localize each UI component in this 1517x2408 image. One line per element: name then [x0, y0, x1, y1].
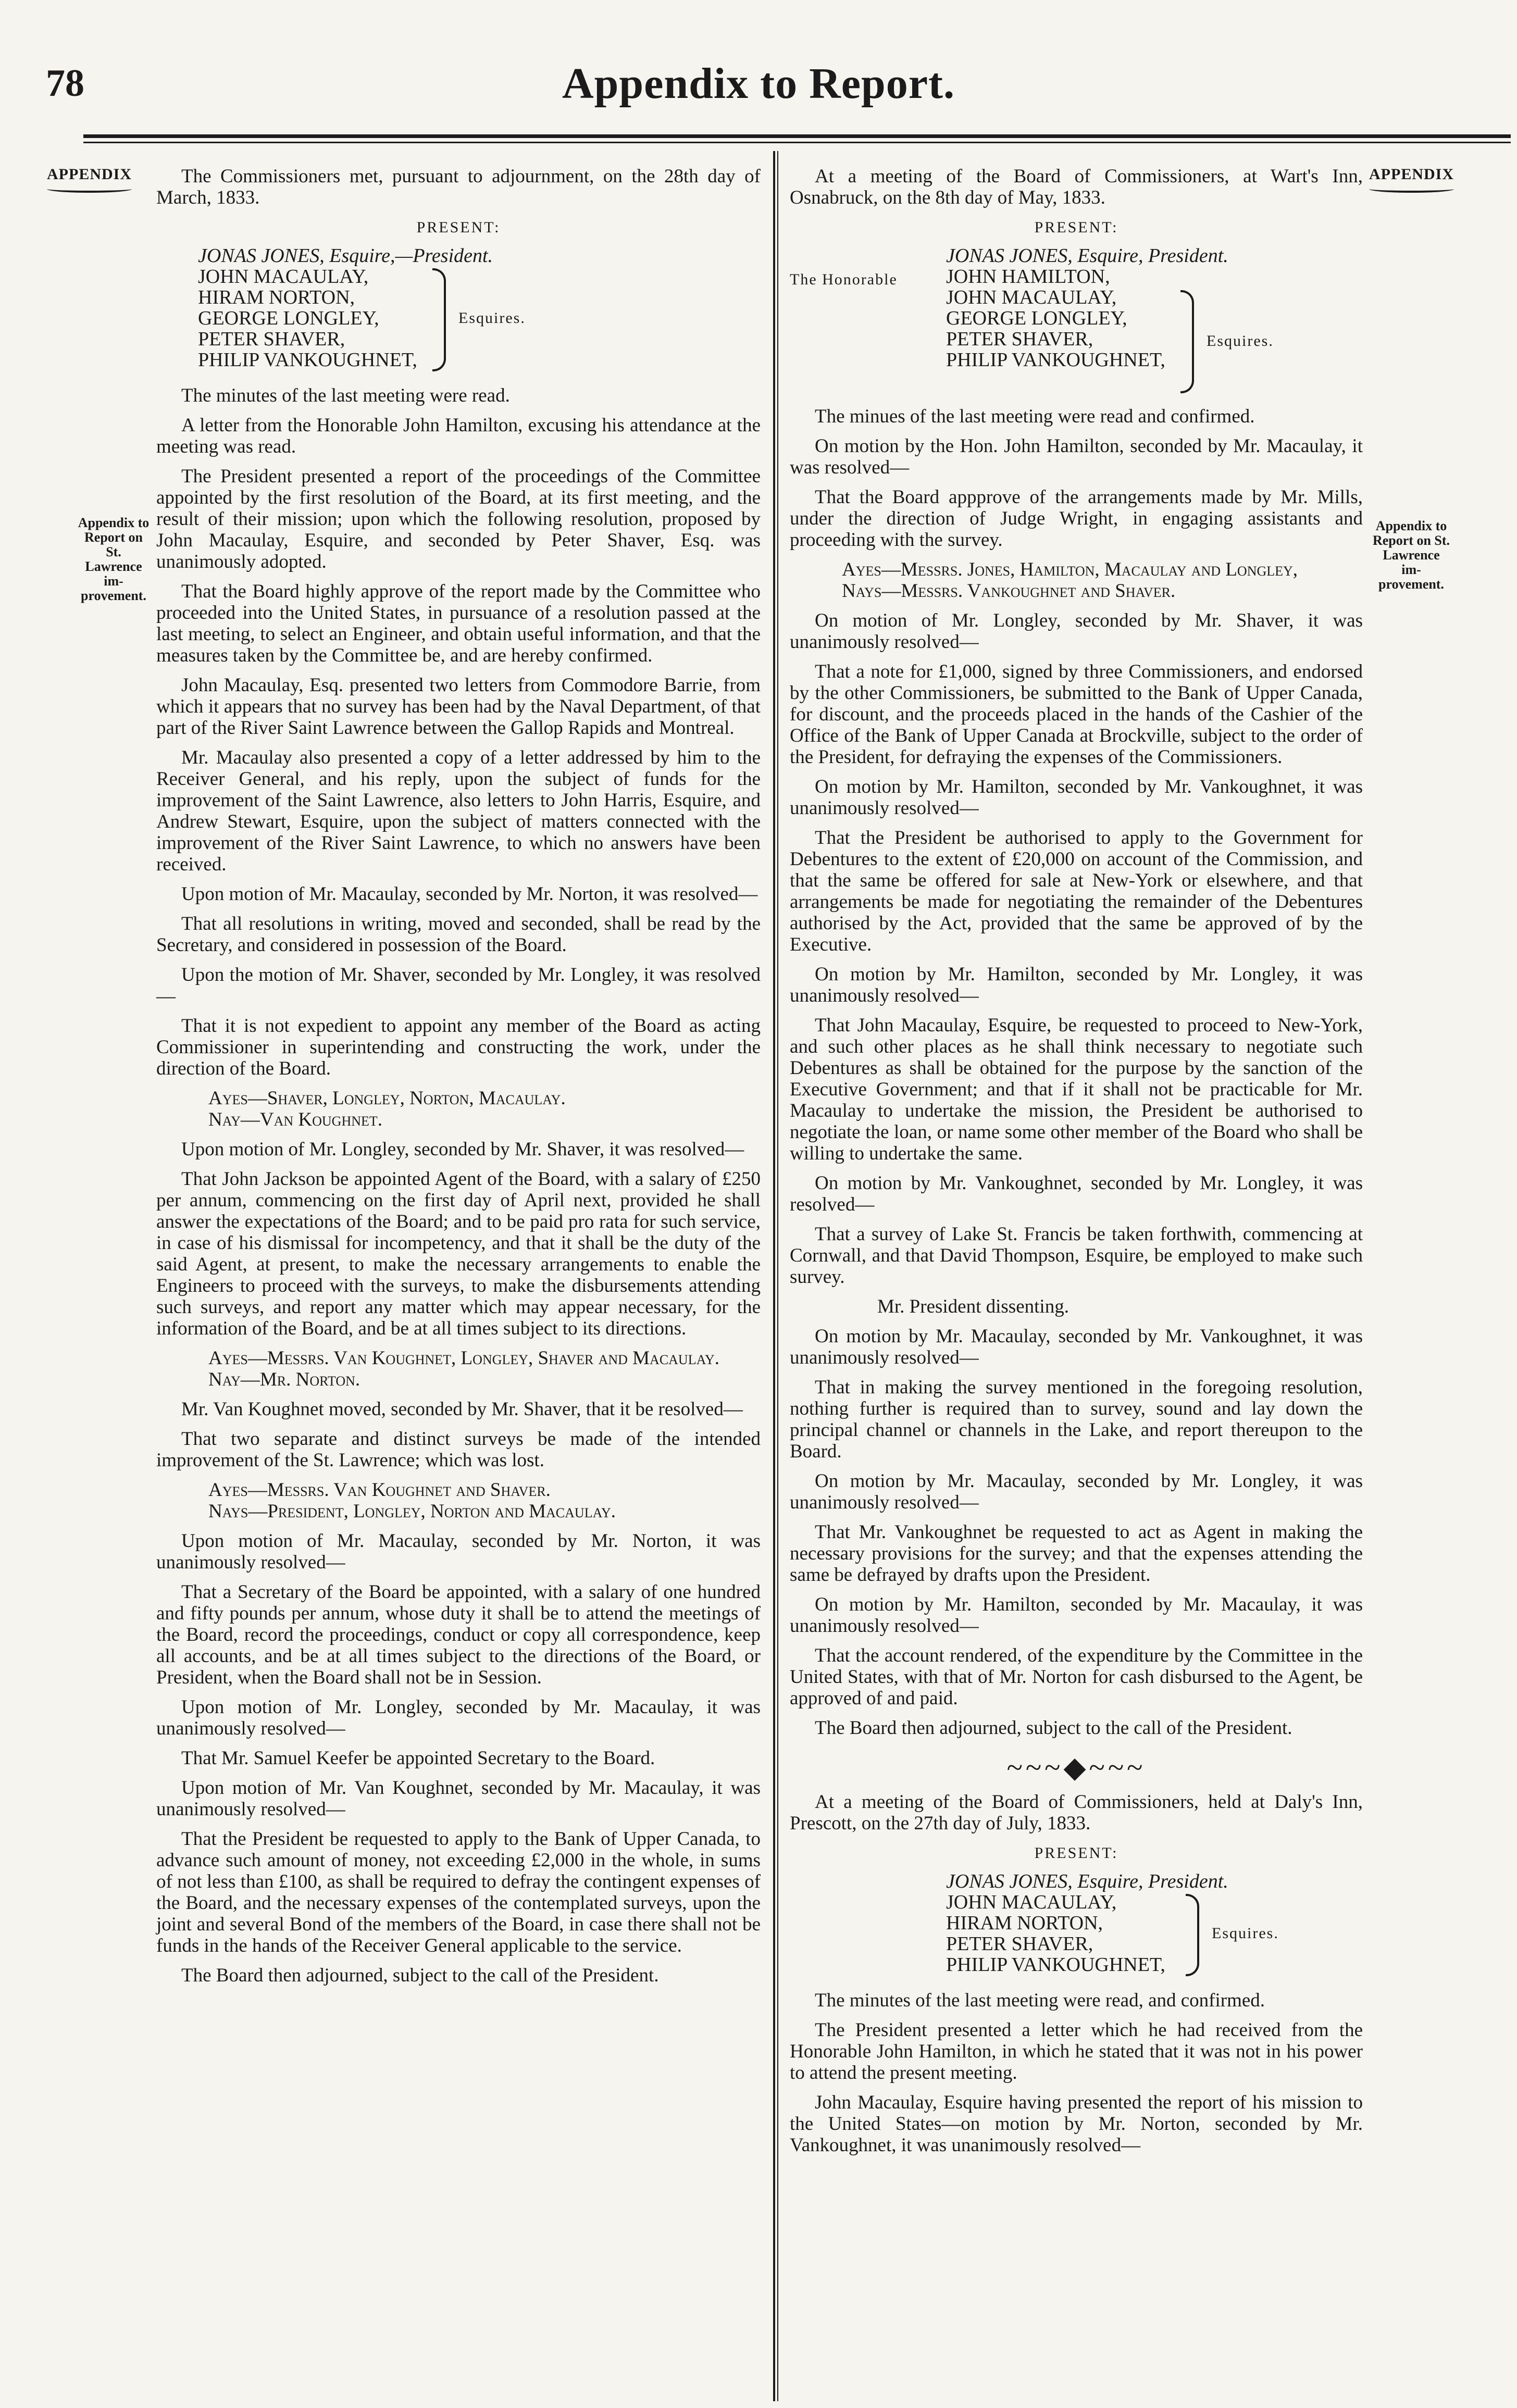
roster-president: JONAS JONES, Esquire, President.	[946, 1870, 1228, 1892]
page-number: 78	[46, 62, 84, 105]
left-column	[156, 166, 761, 1994]
right-paragraph: The minutes of the last meeting were read, and confirmed.	[815, 1990, 1265, 2011]
right-paragraph: The Board then adjourned, subject to the call of the President.	[815, 1717, 1292, 1739]
left-paragraph: That it is not expedient to appoint any member of the Board as acting Commissioner in superintending and constructing the work, under the direction of the Board.	[156, 1015, 761, 1079]
left-vote	[156, 1348, 761, 1390]
side-note-right-line: Appendix to	[1375, 518, 1447, 533]
left-paragraph: Mr. Van Koughnet moved, seconded by Mr. Shaver, that it be resolved—	[181, 1399, 743, 1420]
column-divider	[773, 151, 775, 2401]
roster-member: PHILIP VANKOUGHNET,	[946, 1954, 1165, 1976]
right-paragraph: On motion by Mr. Vankoughnet, seconded by Mr. Longley, it was resolved—	[790, 1172, 1363, 1215]
right-paragraph: The minues of the last meeting were read and confirmed.	[815, 406, 1255, 427]
left-paragraph: Upon motion of Mr. Macaulay, seconded by Mr. Norton, it was unanimously resolved—	[156, 1530, 761, 1573]
roster-member: JOHN MACAULAY,	[946, 1891, 1117, 1913]
right-column	[790, 166, 1363, 2164]
roster-member: GEORGE LONGLEY,	[946, 307, 1127, 329]
right-paragraph: On motion by Mr. Hamilton, seconded by Mr. Vankoughnet, it was unanimously resolved—	[790, 776, 1363, 819]
right-intro: At a meeting of the Board of Commissioners, at Wart's Inn, Osnabruck, on the 8th day of May, 1833.	[790, 166, 1363, 208]
roster-member: GEORGE LONGLEY,	[198, 307, 379, 329]
left-paragraph: Upon motion of Mr. Longley, seconded by Mr. Shaver, it was resolved—	[181, 1139, 744, 1160]
header-rule	[83, 134, 1511, 138]
left-paragraph: That Mr. Samuel Keefer be appointed Secretary to the Board.	[181, 1748, 655, 1769]
vote-line: Nay—Mr. Norton.	[208, 1369, 360, 1390]
side-note-right-line: Report on St.	[1372, 533, 1450, 548]
left-paragraph: That the President be requested to apply to the Bank of Upper Canada, to advance such amount of money, not exceeding £2,000 in the whole, in sums of not less than £100, as shall be required to defray the contingent expenses of the Board, and the necessary expenses of the contemplated surveys, upon the joint and several Bond of the members of the Board, in case there shall not be funds in the hands of the Receiver General applicable to the service.	[156, 1828, 761, 1956]
roster-bracket	[1180, 290, 1194, 393]
right-paragraph: That Mr. Vankoughnet be requested to act as Agent in making the necessary provisions for the survey; and that the expenses attending the same be defrayed by drafts upon the President.	[790, 1521, 1363, 1586]
left-paragraph: Upon motion of Mr. Van Koughnet, seconded by Mr. Macaulay, it was unanimously resolved—	[156, 1777, 761, 1820]
roster-bracket	[1186, 1894, 1199, 1976]
right-paragraph: John Macaulay, Esquire having presented the report of his mission to the United States—on motion by Mr. Norton, seconded by Mr. Vankoughnet, it was unanimously resolved—	[790, 2092, 1363, 2156]
left-paragraph: Mr. Macaulay also presented a copy of a letter addressed by him to the Receiver General, and his reply, upon the subject of funds for the improvement of the Saint Lawrence, also letters to John Harris, Esquire, and Andrew Stewart, Esquire, upon the subject of matters connected with the improvement of the River Saint Lawrence, to which no answers have been received.	[156, 747, 761, 875]
roster-esquires: Esquires.	[1207, 332, 1274, 350]
left-paragraph: A letter from the Honorable John Hamilton, excusing his attendance at the meeting was read.	[156, 415, 761, 457]
left-paragraph: That a Secretary of the Board be appointed, with a salary of one hundred and fifty pounds per annum, whose duty it shall be to attend the meetings of the Board, record the proceedings, conduct or copy all correspondence, keep all accounts, and be at all times subject to the directions of the Board, or President, when the Board shall not be in Session.	[156, 1581, 761, 1688]
left-paragraph: Upon the motion of Mr. Shaver, seconded by Mr. Longley, it was resolved—	[156, 964, 761, 1007]
roster-member: PHILIP VANKOUGHNET,	[198, 349, 417, 371]
left-paragraph: Upon motion of Mr. Longley, seconded by Mr. Macaulay, it was unanimously resolved—	[156, 1696, 761, 1739]
right-vote	[790, 559, 1363, 602]
roster-member: JOHN MACAULAY,	[198, 266, 369, 288]
right-roster	[790, 245, 1363, 396]
right-present-label: PRESENT:	[1034, 219, 1118, 236]
vote-line: Ayes—Messrs. Van Koughnet and Shaver.	[208, 1479, 551, 1501]
roster-bracket	[432, 268, 446, 371]
appendix-brace-left	[47, 185, 132, 193]
left-paragraph: That all resolutions in writing, moved and seconded, shall be read by the Secretary, and considered in possession of the Board.	[156, 913, 761, 956]
vote-line: Ayes—Messrs. Jones, Hamilton, Macaulay and Longley,	[842, 559, 1298, 580]
right-paragraph: On motion by Mr. Macaulay, seconded by Mr. Longley, it was unanimously resolved—	[790, 1470, 1363, 1513]
left-vote	[156, 1479, 761, 1522]
header-rule-thin	[83, 142, 1511, 143]
left-paragraph: John Macaulay, Esq. presented two letters from Commodore Barrie, from which it appears that no survey has been had by the Naval Department, of that part of the River Saint Lawrence between the Gallop Rapids and Montreal.	[156, 675, 761, 739]
right-paragraph: That a note for £1,000, signed by three Commissioners, and endorsed by the other Commissioners, be submitted to the Bank of Upper Canada, for discount, and the proceeds placed in the hands of the Cashier of the Office of the Bank of Upper Canada at Brockville, subject to the order of the President, for defraying the expenses of the Commissioners.	[790, 661, 1363, 768]
roster-member: PETER SHAVER,	[946, 1933, 1093, 1955]
appendix-tag-right	[1369, 166, 1454, 193]
roster-president: JONAS JONES, Esquire,—President.	[198, 245, 493, 267]
left-paragraph: The President presented a report of the proceedings of the Committee appointed by the first resolution of the Board, at its first meeting, and the result of their mission; upon which the following resolution, proposed by John Macaulay, Esquire, and seconded by Peter Shaver, Esq. was unanimously adopted.	[156, 466, 761, 572]
vote-line: Nays—Messrs. Vankoughnet and Shaver.	[842, 580, 1176, 602]
roster-member: PHILIP VANKOUGHNET,	[946, 349, 1165, 371]
right-paragraph: That a survey of Lake St. Francis be taken forthwith, commencing at Cornwall, and that David Thompson, Esquire, be employed to make such survey.	[790, 1224, 1363, 1288]
roster-member: JOHN HAMILTON,	[946, 266, 1110, 288]
left-vote	[156, 1088, 761, 1130]
right-paragraph: The President presented a letter which he had received from the Honorable John Hamilton, in which he stated that it was not in his power to attend the present meeting.	[790, 2019, 1363, 2083]
left-roster	[198, 245, 761, 376]
side-note-right	[1372, 519, 1450, 592]
right-paragraph: On motion of Mr. Longley, seconded by Mr. Shaver, it was unanimously resolved—	[790, 610, 1363, 653]
right-present-label-2: PRESENT:	[1034, 1844, 1118, 1862]
left-present-label: PRESENT:	[416, 219, 501, 236]
left-paragraph: That John Jackson be appointed Agent of the Board, with a salary of £250 per annum, commencing on the first day of April next, provided he shall answer the expectations of the Board; and to be paid pro rata for such service, in case of his dismissal for incompetency, and that it shall be the duty of the said Agent, at present, to make the necessary arrangements to enable the Engineers to proceed with the surveys, to make the disbursements attending such surveys, and report any matter which may appear necessary, for the information of the Board, and be at all times subject to its directions.	[156, 1168, 761, 1339]
right-paragraph: That the Board appprove of the arrangements made by Mr. Mills, under the direction of Judge Wright, in engaging assistants and proceeding with the survey.	[790, 486, 1363, 551]
right-intro-2: At a meeting of the Board of Commissioners, held at Daly's Inn, Prescott, on the 27th day of July, 1833.	[790, 1791, 1363, 1834]
column-divider-thin	[777, 151, 778, 2401]
left-paragraph: That two separate and distinct surveys be made of the intended improvement of the St. Lawrence; which was lost.	[156, 1428, 761, 1471]
side-note-left-line: Report on St.	[84, 530, 143, 559]
side-note-left-line: Appendix to	[78, 515, 150, 530]
vote-line: Ayes—Shaver, Longley, Norton, Macaulay.	[208, 1088, 566, 1109]
side-note-right-line: Lawrence im-	[1383, 547, 1440, 577]
roster-honorable: The Honorable	[790, 271, 898, 288]
left-paragraph: Upon motion of Mr. Macaulay, seconded by Mr. Norton, it was resolved—	[181, 883, 758, 905]
section-ornament: ~~~◆~~~	[1006, 1752, 1146, 1784]
right-paragraph: On motion by Mr. Hamilton, seconded by Mr. Macaulay, it was unanimously resolved—	[790, 1594, 1363, 1637]
right-paragraph: That the President be authorised to apply to the Government for Debentures to the extent of £20,000 on account of the Commission, and that the same be offered for sale at New-York or elsewhere, and that arrangements be made for negotiating the remainder of the Debentures authorised by the Act, provided that the same be approved of by the Executive.	[790, 827, 1363, 955]
right-paragraph: On motion by Mr. Hamilton, seconded by Mr. Longley, it was unanimously resolved—	[790, 964, 1363, 1006]
vote-line: Nay—Van Koughnet.	[208, 1109, 383, 1130]
side-note-left-line: provement.	[81, 588, 146, 603]
roster-president: JONAS JONES, Esquire, President.	[946, 245, 1228, 267]
roster-member: HIRAM NORTON,	[946, 1912, 1103, 1934]
right-paragraph: Mr. President dissenting.	[877, 1296, 1069, 1317]
side-note-left	[77, 516, 150, 603]
roster-esquires: Esquires.	[1212, 1925, 1279, 1942]
right-paragraph: That the account rendered, of the expenditure by the Committee in the United States, with that of Mr. Norton for cash disbursed to the Agent, be approved of and paid.	[790, 1645, 1363, 1709]
appendix-tag-right-text: APPENDIX	[1369, 166, 1454, 183]
side-note-left-line: Lawrence im-	[85, 559, 142, 589]
right-paragraph: That in making the survey mentioned in the foregoing resolution, nothing further is required than to survey, sound and lay down the principal channel or channels in the Lake, and report thereupon to the Board.	[790, 1377, 1363, 1462]
roster-member: PETER SHAVER,	[198, 328, 345, 350]
side-note-right-line: provement.	[1378, 577, 1444, 592]
right-paragraph: That John Macaulay, Esquire, be requested to proceed to New-York, and such other places as he shall think necessary to negotiate such Debentures as shall be obtained for the purpose by the sanction of the Executive Government; and that if it shall not be practicable for Mr. Macaulay to undertake the mission, the President be authorised to negotiate the loan, or name some other member of the Board who shall be willing to undertake the same.	[790, 1015, 1363, 1164]
left-paragraph: The minutes of the last meeting were read.	[181, 385, 510, 406]
roster-member: PETER SHAVER,	[946, 328, 1093, 350]
right-roster-2	[946, 1871, 1363, 1980]
left-intro: The Commissioners met, pursuant to adjournment, on the 28th day of March, 1833.	[156, 166, 761, 208]
right-paragraph: On motion by Mr. Macaulay, seconded by Mr. Vankoughnet, it was unanimously resolved—	[790, 1326, 1363, 1368]
roster-member: HIRAM NORTON,	[198, 286, 355, 308]
left-paragraph: The Board then adjourned, subject to the call of the President.	[181, 1965, 659, 1986]
vote-line: Nays—President, Longley, Norton and Macaulay.	[208, 1501, 616, 1522]
appendix-brace-right	[1369, 185, 1454, 193]
appendix-tag-left	[47, 166, 132, 193]
vote-line: Ayes—Messrs. Van Koughnet, Longley, Shaver and Macaulay.	[208, 1348, 720, 1369]
roster-member: JOHN MACAULAY,	[946, 286, 1117, 308]
right-paragraph: On motion by the Hon. John Hamilton, seconded by Mr. Macaulay, it was resolved—	[790, 435, 1363, 478]
running-head-title: Appendix to Report.	[562, 59, 955, 108]
appendix-tag-left-text: APPENDIX	[47, 166, 132, 183]
roster-esquires: Esquires.	[458, 309, 526, 327]
left-paragraph: That the Board highly approve of the report made by the Committee who proceeded into the United States, in pursuance of a resolution passed at the last meeting, to select an Engineer, and obtain useful information, and that the measures taken by the Committee be, and are hereby confirmed.	[156, 581, 761, 666]
